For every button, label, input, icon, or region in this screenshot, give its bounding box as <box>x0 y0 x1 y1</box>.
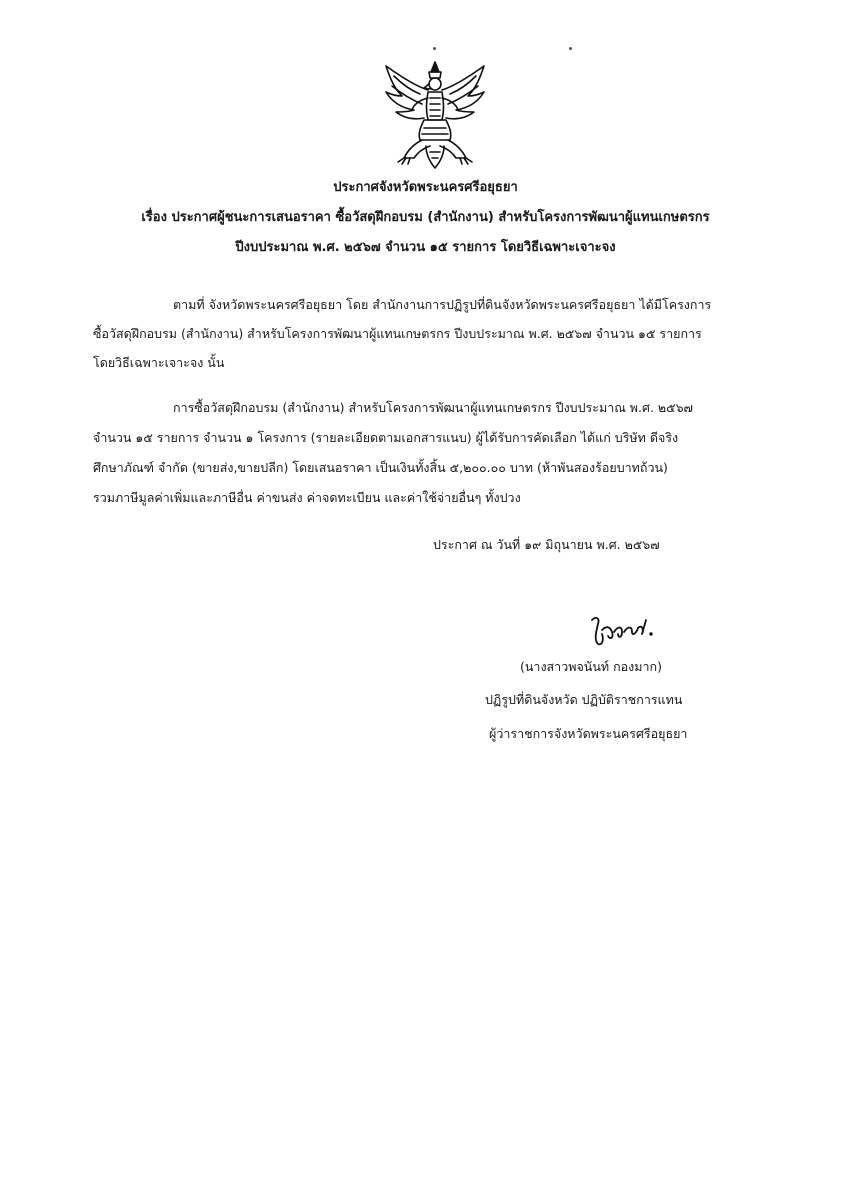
signer-name: (นางสาวพจนันท์ กองมาก) <box>520 659 662 674</box>
scan-speck <box>569 47 572 50</box>
announce-date: ประกาศ ณ วันที่ ๑๙ มิถุนายน พ.ศ. ๒๕๖๗ <box>433 537 660 552</box>
paragraph-2-line-3: ศึกษาภัณฑ์ จำกัด (ขายส่ง,ขายปลีก) โดยเสนอราคา เป็นเงินทั้งสิ้น ๕,๒๐๐.๐๐ บาท (ห้าพันสองร้อยบาทถ้วน) <box>93 460 668 475</box>
paragraph-1-line-1: ตามที่ จังหวัดพระนครศรีอยุธยา โดย สำนักงานการปฏิรูปที่ดินจังหวัดพระนครศรีอยุธยา ได้มีโครงการ <box>173 297 712 312</box>
handwritten-signature <box>588 612 658 648</box>
paragraph-2-line-2: จำนวน ๑๕ รายการ จำนวน ๑ โครงการ (รายละเอียดตามเอกสารแนบ) ผู้ได้รับการคัดเลือก ได้แก่ บริษัท ดีจริง <box>93 430 679 445</box>
paragraph-1-line-2: ซื้อวัสดุฝึกอบรม (สำนักงาน) สำหรับโครงการพัฒนาผู้แทนเกษตรกร ปีงบประมาณ พ.ศ. ๒๕๖๗ จำนวน ๑๕ รายการ <box>93 326 702 341</box>
signer-position-1: ปฏิรูปที่ดินจังหวัด ปฏิบัติราชการแทน <box>485 692 683 707</box>
paragraph-1-line-3: โดยวิธีเฉพาะเจาะจง นั้น <box>93 355 225 370</box>
subject-line-2: ปีงบประมาณ พ.ศ. ๒๕๖๗ จำนวน ๑๕ รายการ โดยวิธีเฉพาะเจาะจง <box>235 240 616 255</box>
paragraph-2-line-1: การซื้อวัสดุฝึกอบรม (สำนักงาน) สำหรับโครงการพัฒนาผู้แทนเกษตรกร ปีงบประมาณ พ.ศ. ๒๕๖๗ <box>173 400 693 415</box>
garuda-emblem-icon <box>380 58 490 170</box>
signer-position-2: ผู้ว่าราชการจังหวัดพระนครศรีอยุธยา <box>489 726 688 741</box>
scan-speck <box>433 47 436 50</box>
subject-line-1: เรื่อง ประกาศผู้ชนะการเสนอราคา ซื้อวัสดุฝึกอบรม (สำนักงาน) สำหรับโครงการพัฒนาผู้แทนเกษตรกร <box>141 210 710 225</box>
document-title: ประกาศจังหวัดพระนครศรีอยุธยา <box>333 180 518 195</box>
paragraph-2-line-4: รวมภาษีมูลค่าเพิ่มและภาษีอื่น ค่าขนส่ง ค่าจดทะเบียน และค่าใช้จ่ายอื่นๆ ทั้งปวง <box>93 490 521 505</box>
